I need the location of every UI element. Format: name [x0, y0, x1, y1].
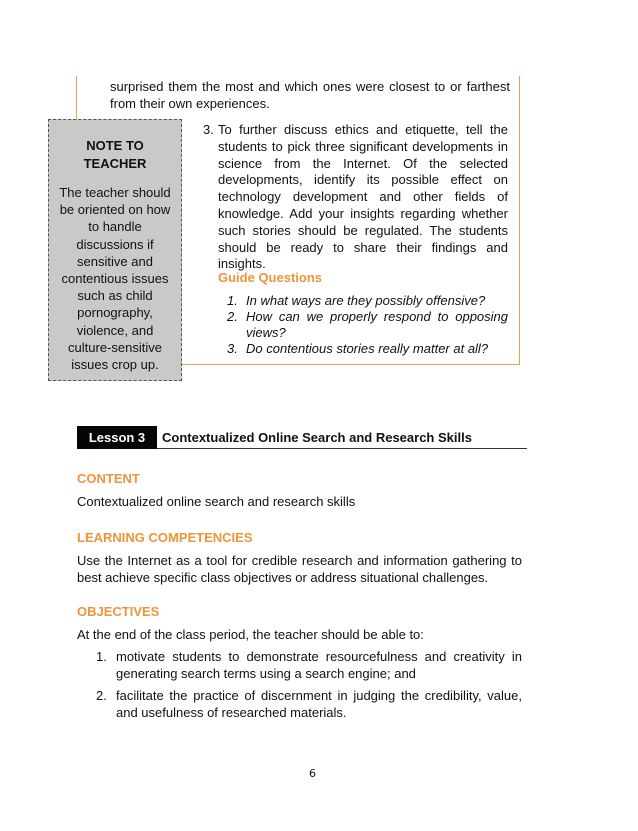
guide-question: 1. In what ways are they possibly offensive?	[227, 293, 486, 308]
note-line: be oriented on how	[59, 202, 171, 218]
note-body	[49, 184, 181, 373]
note-to-teacher-box	[48, 119, 182, 381]
guide-question: 3. Do contentious stories really matter at all?	[227, 341, 489, 356]
note-line: violence, and	[76, 322, 154, 338]
note-line: issues crop up.	[71, 357, 159, 373]
activity-number: 3.	[203, 122, 214, 137]
note-line: culture-sensitive	[68, 339, 162, 355]
objectives-intro: At the end of the class period, the teacher should be able to:	[77, 627, 424, 642]
objectives-list	[96, 648, 522, 726]
lesson-title: Contextualized Online Search and Research Skills	[162, 430, 472, 445]
objectives-heading: OBJECTIVES	[77, 604, 160, 619]
guide-question: 2. How can we properly respond to opposing views?	[227, 309, 508, 340]
note-line: such as child	[77, 288, 153, 304]
continued-paragraph: surprised them the most and which ones were closest to or farthest from their own experiences.	[110, 79, 510, 111]
objective-item: 1. motivate students to demonstrate resourcefulness and creativity in generating search terms using a search engine; and	[96, 649, 522, 681]
activity-item-3	[200, 122, 508, 273]
note-line: sensitive and	[77, 253, 153, 269]
note-line: discussions if	[76, 236, 154, 252]
note-line: to handle	[88, 219, 142, 235]
note-title: NOTE TO TEACHER	[83, 138, 147, 171]
note-line: pornography,	[77, 305, 153, 321]
objective-item: 2. facilitate the practice of discernment in judging the credibility, value, and usefulness of researched materials.	[96, 688, 522, 720]
competencies-text: Use the Internet as a tool for credible research and information gathering to best achieve specific class objectives or address situational challenges.	[77, 553, 522, 585]
page-number: 6	[309, 767, 316, 780]
competencies-heading: LEARNING COMPETENCIES	[77, 530, 253, 545]
note-line: contentious issues	[61, 271, 169, 287]
note-line: The teacher should	[59, 185, 171, 200]
guide-questions-title: Guide Questions	[218, 270, 323, 285]
activity-text: To further discuss ethics and etiquette, tell the students to pick three significant developments in science from the Internet. Of the selected developments, identify its possible effect on technology development and other fields of knowledge. Add your insights regarding whether such stories should be regulated. The students should be ready to share their findings and insights.	[218, 122, 508, 272]
lesson-divider	[157, 448, 527, 449]
content-heading: CONTENT	[77, 471, 140, 486]
guide-questions-list	[224, 293, 508, 357]
lesson-tag: Lesson 3	[77, 426, 157, 449]
content-text: Contextualized online search and research skills	[77, 494, 356, 509]
